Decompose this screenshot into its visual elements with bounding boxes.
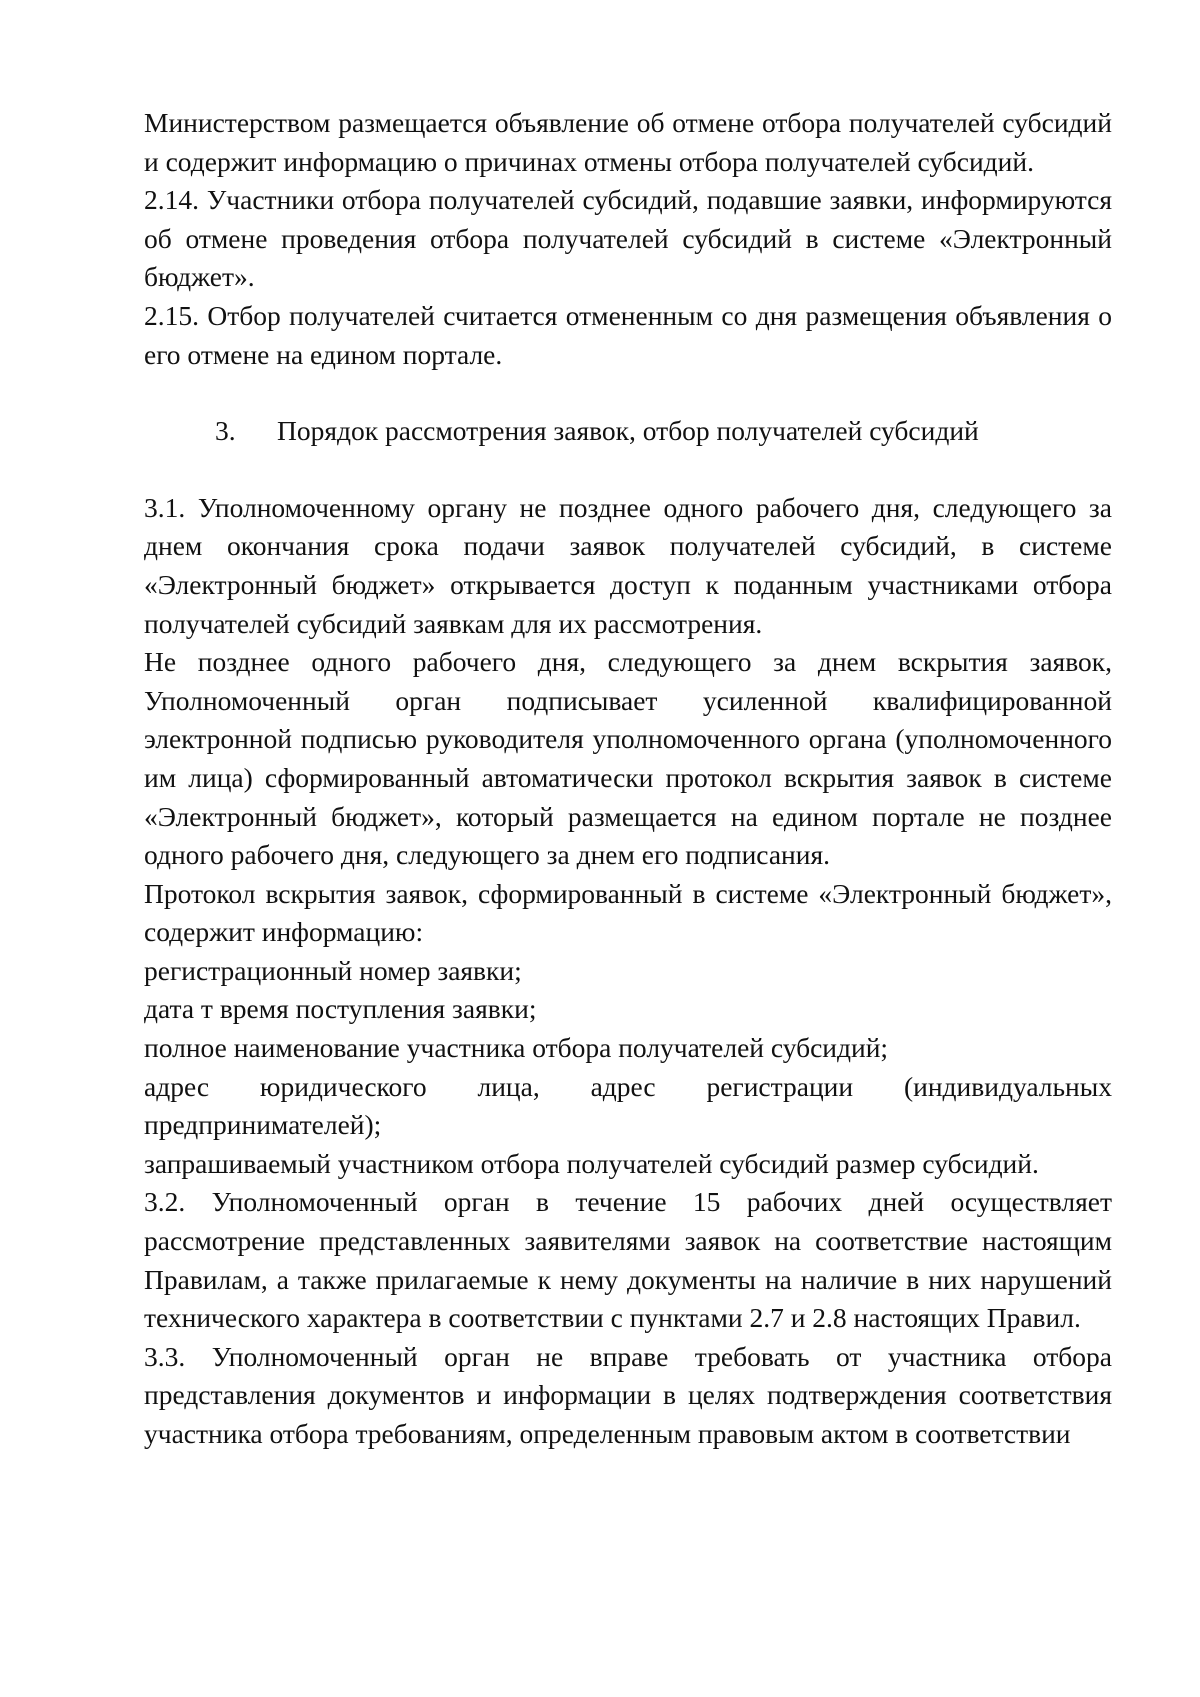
list-item: запрашиваемый участником отбора получателей субсидий размер субсидий. (144, 1147, 1039, 1179)
paragraph: Не позднее одного рабочего дня, следующего за днем вскрытия заявок, Уполномоченный орган подписывает усиленной квалифицированной электронной подписью руководителя уполномоченного органа (уполномоченного им лица) сформированный автоматически протокол вскрытия заявок в системе «Электронный бюджет», который размещается на едином портале не позднее одного рабочего дня, следующего за днем его подписания. (144, 646, 1112, 871)
paragraph: 2.15. Отбор получателей считается отмененным со дня размещения объявления о его отмене на едином портале. (144, 299, 1112, 370)
section-number: 3. (215, 415, 236, 447)
list-item: полное наименование участника отбора получателей субсидий; (144, 1032, 889, 1064)
list-item: регистрационный номер заявки; (144, 954, 522, 986)
list-item: дата т время поступления заявки; (144, 993, 537, 1025)
paragraph: 2.14. Участники отбора получателей субсидий, подавшие заявки, информируются об отмене проведения отбора получателей субсидий в системе «Электронный бюджет». (144, 184, 1112, 293)
section-heading (144, 412, 1112, 451)
section-title: Порядок рассмотрения заявок, отбор получателей субсидий (277, 415, 979, 447)
paragraph: 3.2. Уполномоченный орган в течение 15 рабочих дней осуществляет рассмотрение представленных заявителями заявок на соответствие настоящим Правилам, а также прилагаемые к нему документы на наличие в них нарушений технического характера в соответствии с пунктами 2.7 и 2.8 настоящих Правил. (144, 1186, 1112, 1334)
document-page (144, 104, 1112, 1454)
list-item: адрес юридического лица, адрес регистрации (индивидуальных предпринимателей); (144, 1070, 1112, 1141)
paragraph: Протокол вскрытия заявок, сформированный в системе «Электронный бюджет», содержит информацию: (144, 877, 1112, 948)
paragraph: 3.3. Уполномоченный орган не вправе требовать от участника отбора представления документов и информации в целях подтверждения соответствия участника отбора требованиям, определенным правовым актом в соответствии (144, 1340, 1112, 1449)
paragraph: 3.1. Уполномоченному органу не позднее одного рабочего дня, следующего за днем окончания срока подачи заявок получателей субсидий, в системе «Электронный бюджет» открывается доступ к поданным участниками отбора получателей субсидий заявкам для их рассмотрения. (144, 491, 1112, 639)
paragraph: Министерством размещается объявление об отмене отбора получателей субсидий и содержит информацию о причинах отмены отбора получателей субсидий. (144, 107, 1112, 177)
